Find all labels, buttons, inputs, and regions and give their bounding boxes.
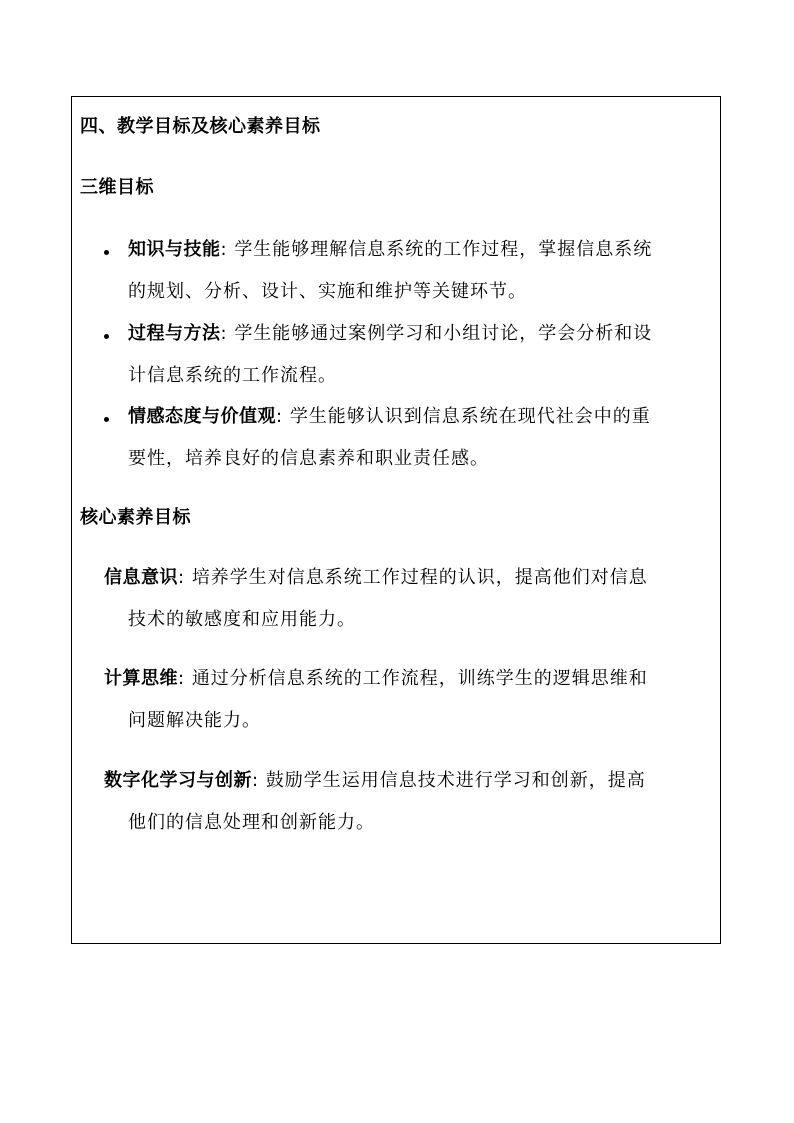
computational-thinking-term: 计算思维 bbox=[104, 668, 178, 689]
info-awareness-colon: : bbox=[178, 567, 186, 588]
digital-learning-line1 bbox=[104, 769, 646, 793]
core-heading: 核心素养目标 bbox=[80, 507, 191, 528]
knowledge-skills-colon: : bbox=[220, 239, 228, 260]
info-awareness-line1 bbox=[104, 566, 648, 590]
digital-learning-term: 数字化学习与创新 bbox=[104, 770, 252, 791]
attitude-values-line1 bbox=[128, 405, 651, 429]
info-awareness-term: 信息意识 bbox=[104, 567, 178, 588]
process-methods-term: 过程与方法 bbox=[128, 323, 221, 344]
process-methods-colon: : bbox=[220, 323, 228, 344]
digital-learning-colon: : bbox=[252, 770, 260, 791]
process-methods-line1 bbox=[128, 322, 652, 346]
knowledge-skills-term: 知识与技能 bbox=[128, 239, 221, 260]
process-methods-line2: 计信息系统的工作流程。 bbox=[128, 365, 337, 386]
three-dim-heading: 三维目标 bbox=[80, 177, 154, 198]
bullet-icon bbox=[104, 250, 109, 255]
info-awareness-line2: 技术的敏感度和应用能力。 bbox=[128, 609, 356, 630]
computational-thinking-text: 通过分析信息系统的工作流程，训练学生的逻辑思维和 bbox=[191, 668, 648, 689]
computational-thinking-colon: : bbox=[178, 668, 186, 689]
digital-learning-text: 鼓励学生运用信息技术进行学习和创新，提高 bbox=[265, 770, 646, 791]
process-methods-text: 学生能够通过案例学习和小组讨论，学会分析和设 bbox=[234, 323, 653, 344]
computational-thinking-line1 bbox=[104, 667, 648, 691]
attitude-values-term: 情感态度与价值观 bbox=[128, 406, 276, 427]
knowledge-skills-line2: 的规划、分析、设计、实施和维护等关键环节。 bbox=[128, 281, 527, 302]
attitude-values-colon: : bbox=[276, 406, 284, 427]
digital-learning-line2: 他们的信息处理和创新能力。 bbox=[128, 812, 375, 833]
bullet-icon bbox=[104, 334, 109, 339]
computational-thinking-line2: 问题解决能力。 bbox=[128, 710, 261, 731]
knowledge-skills-text: 学生能够理解信息系统的工作过程，掌握信息系统 bbox=[234, 239, 653, 260]
section-title: 四、教学目标及核心素养目标 bbox=[80, 116, 321, 137]
attitude-values-text: 学生能够认识到信息系统在现代社会中的重 bbox=[289, 406, 651, 427]
info-awareness-text: 培养学生对信息系统工作过程的认识，提高他们对信息 bbox=[191, 567, 648, 588]
bullet-icon bbox=[104, 417, 109, 422]
attitude-values-line2: 要性，培养良好的信息素养和职业责任感。 bbox=[128, 448, 489, 469]
knowledge-skills-line1 bbox=[128, 238, 652, 262]
